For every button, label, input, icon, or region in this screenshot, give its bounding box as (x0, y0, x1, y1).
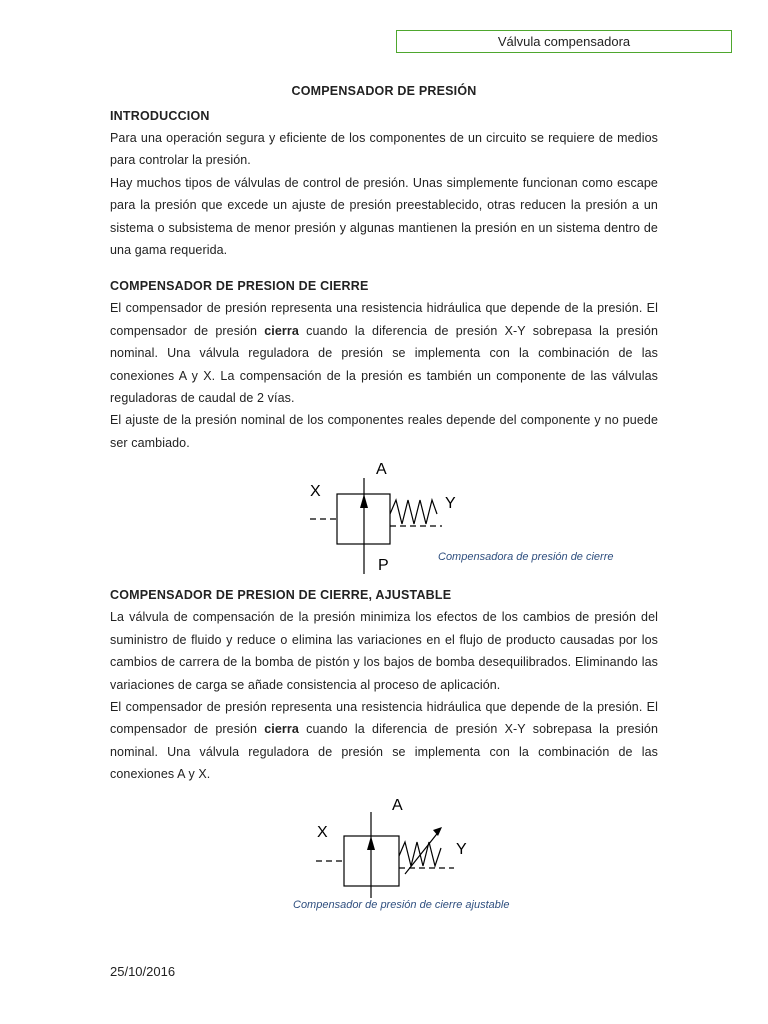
cierre-heading: COMPENSADOR DE PRESION DE CIERRE (110, 279, 369, 294)
port-label-y: Y (445, 495, 456, 513)
ajustable-p2-text-end: cuando la diferencia de presión X-Y sobrepasa la presión nominal. Una válvula reguladora de presión se implementa con la combinación de las conexiones A y X. (110, 722, 659, 782)
cierre-figure (110, 454, 658, 584)
cierre-p1-text-start: El compensador de presión representa una resistencia hidráulica que depende de la presión. El compensador de presión (110, 301, 658, 338)
ajustable-p2-bold: cierra (264, 722, 299, 737)
intro-heading: INTRODUCCION (110, 109, 210, 123)
footer-date: 25/10/2016 (110, 964, 176, 979)
flow-arrow (367, 836, 375, 850)
ajustable-p2-text-start: El compensador de presión representa una resistencia hidráulica que depende de la presión. El compensador de presión (110, 699, 658, 737)
cierre-p1-text-end: cuando la diferencia de presión X-Y sobrepasa la presión nominal. Una válvula reguladora de presión se implementa con la combinación de las conexiones A y X. La compensación de la presión es también un componente de las válvulas reguladoras de caudal de 2 vías. (110, 323, 659, 406)
ajustable-paragraph-2 (110, 696, 658, 786)
intro-paragraph-1: Para una operación segura y eficiente de los componentes de un circuito se requiere de medios para controlar la presión. (110, 131, 658, 168)
spring (390, 500, 437, 524)
cierre-figure-caption: Compensadora de presión de cierre (438, 551, 614, 564)
adjust-arrow-head-icon (433, 827, 442, 836)
port-label-y: Y (456, 840, 467, 858)
flow-arrow (360, 494, 368, 508)
port-label-x: X (317, 823, 328, 841)
document-body (110, 84, 658, 928)
spring (399, 842, 441, 866)
cierre-p1-bold: cierra (264, 323, 299, 338)
document-title: COMPENSADOR DE PRESIÓN (291, 84, 477, 98)
port-label-a: A (376, 461, 387, 479)
cierre-paragraph-1 (110, 297, 658, 409)
port-label-x: X (310, 483, 321, 501)
port-label-a: A (392, 796, 403, 814)
ajustable-paragraph-1: La válvula de compensación de la presión minimiza los efectos de los cambios de presión del suministro de fluido y reduce o elimina las variaciones en el flujo de producto causadas por los cambios de carrera de la bomba de pistón y los bajos de bomba desequilibrados. Eliminando las variaciones de carga se añade consistencia al proceso de aplicación. (110, 610, 658, 692)
ajustable-figure-caption: Compensador de presión de cierre ajustable (293, 898, 510, 911)
ajustable-figure (110, 786, 658, 928)
ajustable-heading: COMPENSADOR DE PRESION DE CIERRE, AJUSTABLE (110, 588, 452, 603)
valve-symbol-diagram (110, 454, 658, 584)
document-header-title: Válvula compensadora (396, 30, 732, 53)
port-label-p: P (378, 557, 389, 575)
intro-paragraph-2: Hay muchos tipos de válvulas de control de presión. Unas simplemente funcionan como escape para la presión que excede un ajuste de presión preestablecido, otras reducen la presión a un sistema o subsistema de menor presión y algunas mantienen la presión en un sistema dentro de una gama requerida. (110, 175, 658, 258)
cierre-paragraph-2: El ajuste de la presión nominal de los componentes reales depende del componente y no puede ser cambiado. (110, 413, 658, 450)
